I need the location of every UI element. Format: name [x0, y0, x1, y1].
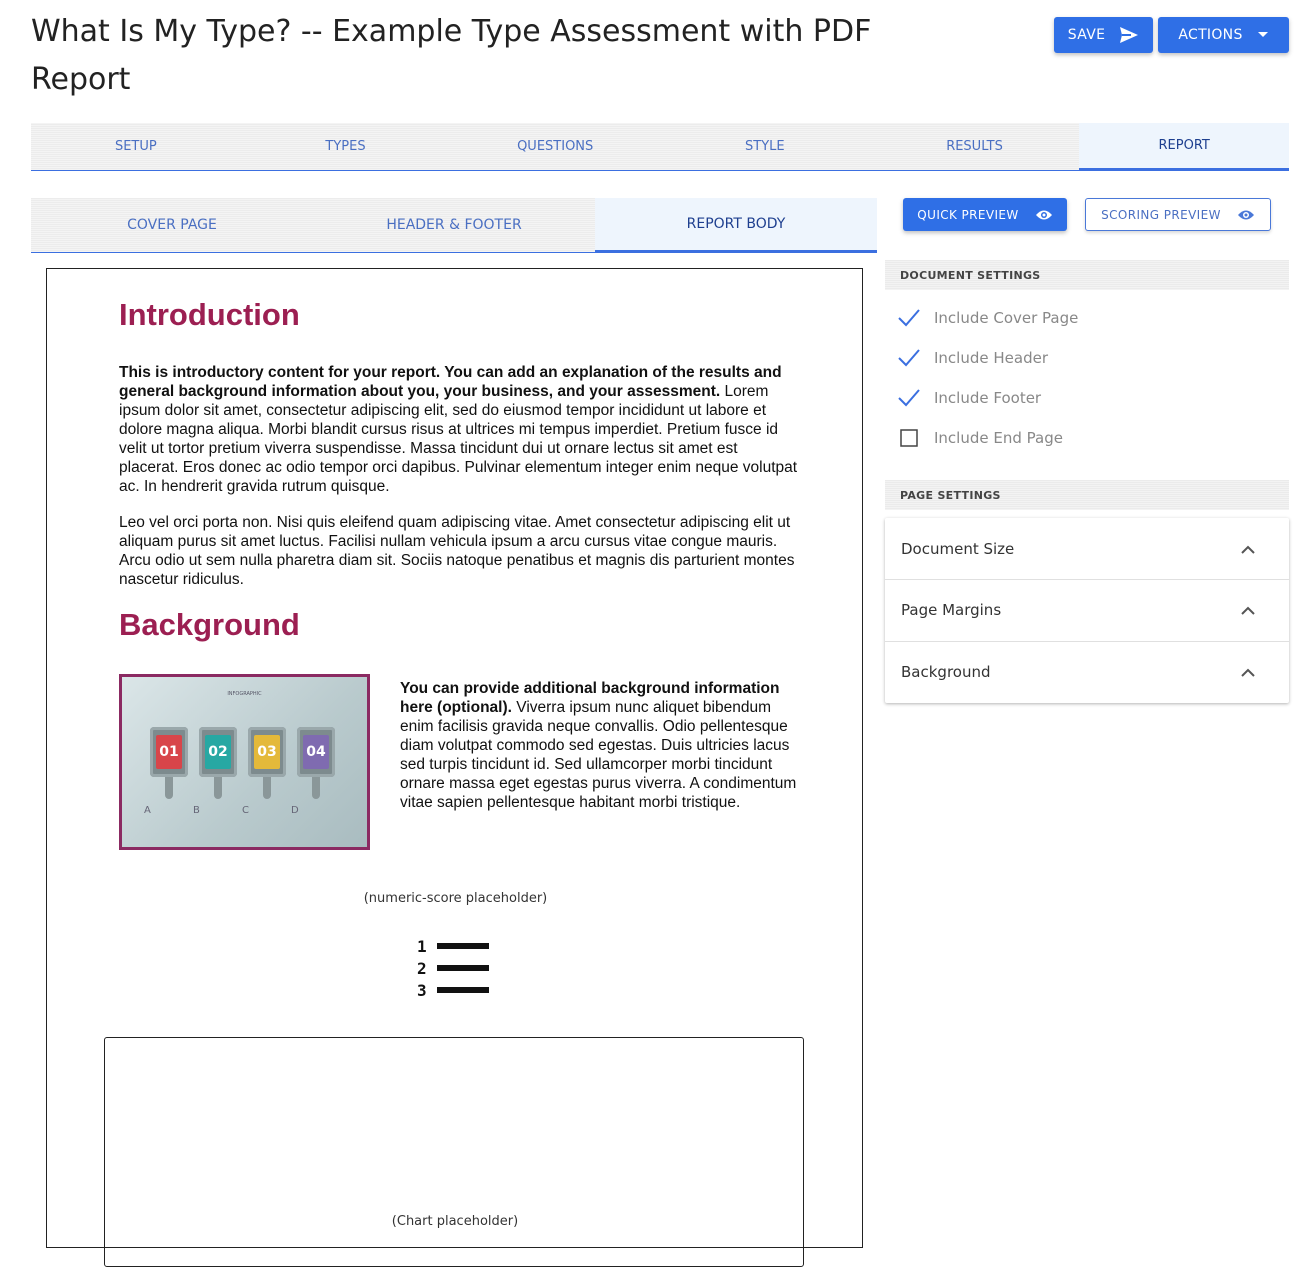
caret-down-icon — [1257, 31, 1269, 39]
card-face: 01 — [156, 735, 182, 769]
tab-questions[interactable]: QUESTIONS — [517, 139, 594, 154]
document-settings-header: DOCUMENT SETTINGS — [885, 260, 1289, 290]
actions-button[interactable] — [1158, 17, 1289, 53]
include-end-page-checkbox[interactable] — [896, 423, 1063, 453]
card-letter: A — [144, 805, 151, 816]
include-end-page-label: Include End Page — [934, 429, 1063, 447]
intro-bold-text: This is introductory content for your report. You can add an explanation of the results and general background information about you, your business, and your assessment. — [119, 364, 782, 400]
include-footer-checkbox[interactable] — [896, 383, 1041, 413]
card-face: 03 — [254, 735, 280, 769]
intro-body-text: Lorem ipsum dolor sit amet, consectetur adipiscing elit, sed do eiusmod tempor incididunt ut labore et dolore magna aliqua. Morbi blandit cursus risus at ultrices mi tempus imperdiet. Pretium fusce id velit ut tortor pretium viverra suspendisse. Massa tincidunt dui ut ornare lectus sit amet est placerat. Eros donec ac odio tempor orci dapibus. Pulvinar elementum integer enim neque volutpat ac. In hendrerit gravida rutrum quisque. — [119, 383, 798, 495]
tab-setup[interactable]: SETUP — [114, 139, 157, 154]
numeric-score-placeholder: (numeric-score placeholder) — [363, 891, 548, 906]
svg-text:3: 3 — [417, 981, 427, 999]
infographic-card — [291, 727, 335, 816]
page-title: What Is My Type? -- Example Type Assessment with PDF Report — [31, 14, 872, 97]
chevron-up-icon — [1241, 668, 1255, 677]
page-margins-label: Page Margins — [901, 601, 1002, 619]
save-button[interactable] — [1054, 17, 1153, 53]
infographic-title: INFOGRAPHIC — [227, 691, 262, 697]
report-body-preview[interactable] — [46, 268, 863, 1248]
tab-report[interactable]: REPORT — [1079, 123, 1289, 170]
chart-placeholder-box — [104, 1037, 804, 1267]
background-panel[interactable] — [885, 641, 1289, 703]
report-sub-tabs — [31, 198, 877, 253]
actions-label: ACTIONS — [1178, 27, 1243, 43]
chevron-up-icon — [1241, 545, 1255, 554]
save-label: SAVE — [1067, 27, 1106, 43]
tab-report-body[interactable]: REPORT BODY — [595, 198, 877, 252]
background-bold-text: You can provide additional background information here (optional). — [400, 680, 780, 716]
scoring-preview-label: SCORING PREVIEW — [1101, 207, 1221, 222]
include-cover-page-checkbox[interactable] — [896, 303, 1078, 333]
page-settings-accordion — [885, 518, 1289, 703]
quick-preview-label: QUICK PREVIEW — [917, 207, 1019, 222]
card-stem — [263, 777, 271, 799]
card-stem — [214, 777, 222, 799]
chevron-up-icon — [1241, 606, 1255, 615]
page-settings-header: PAGE SETTINGS — [885, 480, 1289, 510]
card-stem — [312, 777, 320, 799]
tab-types[interactable]: TYPES — [325, 139, 366, 154]
intro-paragraph — [119, 363, 799, 496]
check-icon — [896, 385, 922, 411]
document-size-label: Document Size — [901, 540, 1015, 558]
background-paragraph — [400, 679, 800, 812]
include-header-checkbox[interactable] — [896, 343, 1048, 373]
include-header-label: Include Header — [934, 349, 1048, 367]
infographic-card — [144, 727, 188, 816]
intro-heading: Introduction — [119, 297, 300, 332]
include-footer-label: Include Footer — [934, 389, 1042, 407]
card-stem — [165, 777, 173, 799]
eye-icon — [1237, 209, 1255, 221]
card-letter: C — [242, 805, 249, 816]
card-letter: B — [193, 805, 200, 816]
svg-text:2: 2 — [417, 959, 427, 978]
send-icon — [1119, 26, 1139, 44]
tab-header-footer[interactable]: HEADER & FOOTER — [386, 217, 522, 233]
infographic-card — [193, 727, 237, 816]
numbered-list-icon — [415, 937, 491, 999]
chart-placeholder-text: (Chart placeholder) — [391, 1214, 519, 1229]
check-icon — [896, 345, 922, 371]
tab-results[interactable]: RESULTS — [946, 139, 1003, 154]
background-label: Background — [901, 663, 991, 681]
document-size-panel[interactable] — [885, 518, 1289, 580]
main-tabs — [31, 123, 1289, 171]
intro-paragraph-2: Leo vel orci porta non. Nisi quis eleifend quam adipiscing vitae. Amet consectetur adipiscing elit ut aliquam purus sit amet luctus. Facilisi nullam vehicula ipsum a arcu cursus vitae congue mauris. Arcu odio ut sem nulla pharetra diam sit. Sociis natoque penatibus et magnis dis parturient montes nascetur ridiculus. — [119, 514, 795, 588]
scoring-preview-button[interactable] — [1085, 198, 1271, 231]
background-body-text: Viverra ipsum nunc aliquet bibendum enim facilisis gravida neque convallis. Odio pellentesque diam volutpat commodo sed egestas. Duis ultricies lacus sed turpis tincidunt id. Sed ullamcorper morbi tincidunt ornare massa eget egestas purus viverra. A condimentum vitae sapien pellentesque habitant morbi tristique. — [400, 699, 797, 811]
card-face: 04 — [303, 735, 329, 769]
svg-text:1: 1 — [417, 937, 427, 956]
check-icon — [896, 305, 922, 331]
card-letter: D — [291, 805, 299, 816]
background-heading: Background — [119, 607, 300, 642]
infographic-image — [119, 674, 370, 850]
empty-checkbox-icon — [896, 425, 922, 451]
quick-preview-button[interactable] — [903, 198, 1067, 231]
tab-style[interactable]: STYLE — [745, 139, 785, 154]
card-face: 02 — [205, 735, 231, 769]
eye-icon — [1035, 209, 1053, 221]
include-cover-page-label: Include Cover Page — [934, 309, 1079, 327]
infographic-card — [242, 727, 286, 816]
page-margins-panel[interactable] — [885, 579, 1289, 641]
tab-cover-page[interactable]: COVER PAGE — [127, 217, 217, 233]
